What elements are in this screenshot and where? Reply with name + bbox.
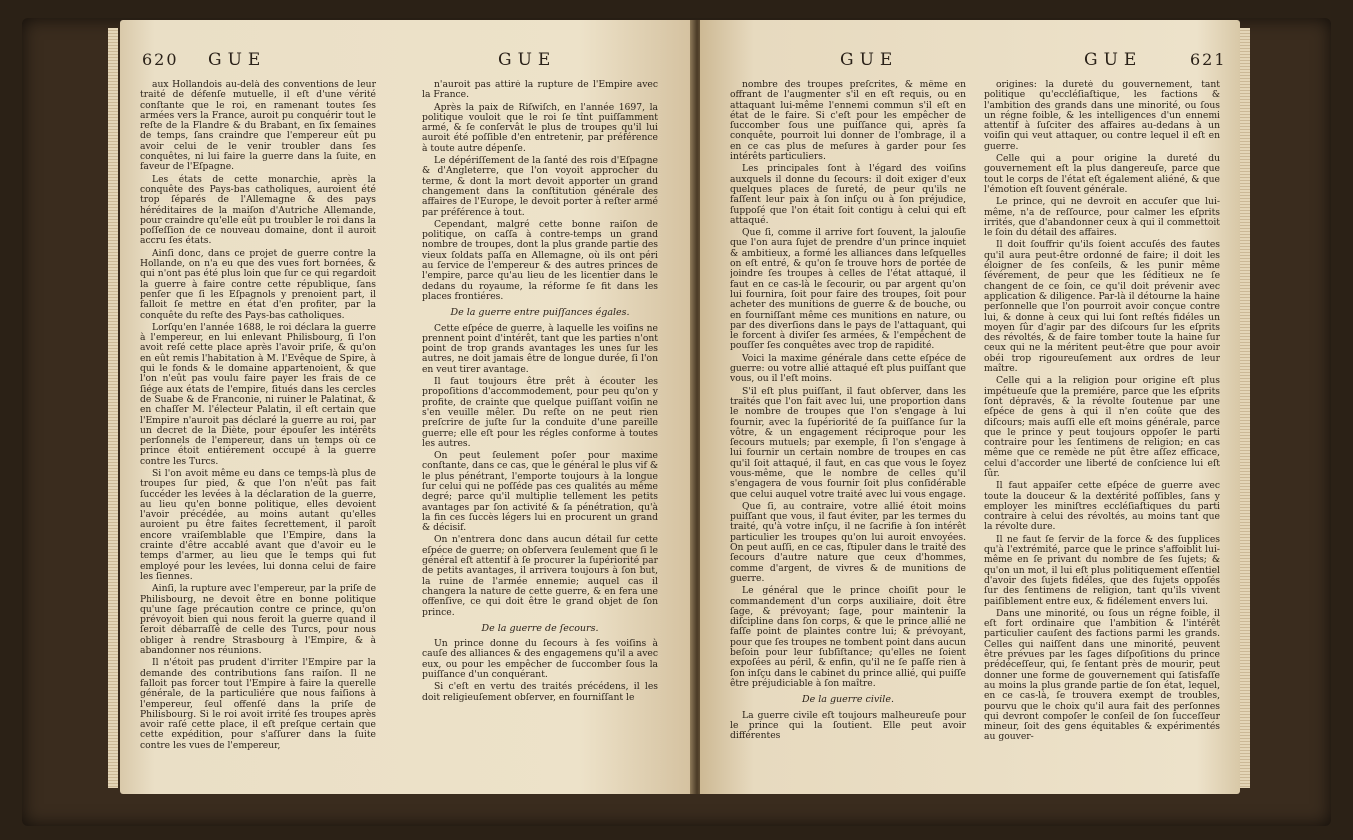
page-edges-left [108,28,118,788]
paragraph: Il doit ſouffrir qu'ils ſoient accuſés des fautes qu'il aura peut-être ordonné de faire; il doit les éloigner de ſes conſeils, & les punir même ſévérement, de peur que les ſéditieux ne ſe changent de ce ſoin, ce qu'il doit prévenir avec application & diligence. Par-là il détourne la haine perſonnelle que l'on pourroit avoir conçue contre lui, & donne à ceux qui lui ſont reſtés fidéles un moyen ſûr d'agir par des diſcours ſur les eſprits des révoltés, & de faire tomber toute la haine ſur ceux qui ne la méritent peut-être que pour avoir obéi trop rigoureuſement aux ordres de leur maître. [984,239,1220,375]
paragraph: Cependant, malgré cette bonne raiſon de politique, on caſſa à contre-temps un grand nombre de troupes, dont la plus grande partie des vieux ſoldats paſſa en Allemagne, où ils ont péri au ſervice de l'empereur & des autres princes de l'empire, parce qu'au lieu de les licentier dans le dedans du royaume, la réforme ſe fit dans les places frontiéres. [422,218,658,302]
paragraph: Les principales ſont à l'égard des voiſins auxquels il donne du ſecours: il doit exiger d'eux quelques places de ſureté, de peur qu'ils ne faſſent leur paix à ſon inſçu ou à ſon préjudice, ſuppoſé que l'on était ſoit contigu à celui qui eſt attaqué. [730,163,966,226]
paragraph: Voici la maxime générale dans cette eſpéce de guerre: ou votre allié attaqué eſt plus puiſſant que vous, ou il l'eſt moins. [730,352,966,385]
paragraph: Le dépériſſement de la ſanté des rois d'Eſpagne & d'Angleterre, que l'on voyoit approcher du terme, & dont la mort devoit apporter un grand changement dans la conſtitution générale des affaires de l'Europe, le devoit porter à reſter armé par préférence à tout. [422,155,658,218]
paragraph: Cette eſpéce de guerre, à laquelle les voiſins ne prennent point d'intérêt, tant que les parties n'ont point de trop grands avantages les unes ſur les autres, ne doit jamais être de longue durée, ſi l'on en veut tirer avantage. [422,322,658,375]
paragraph: aux Hollandois au-delà des conventions de leur traité de défenſe mutuelle, il eſt d'une vérité conſtante que le roi, en ramenant toutes ſes armées vers la France, auroit pu conquérir tout le reſte de la Flandre & du Brabant, en ſix ſemaines de temps, ſans craindre que l'empereur eût pu avoir celui de le venir troubler dans ſes conquêtes, ni lui faire la guerre dans la ſuite, en faveur de l'Eſpagne. [140,80,376,173]
left-page [120,20,694,794]
paragraph: Ainſi donc, dans ce projet de guerre contre la Hollande, on n'a eu que des vues fort bornées, & qui n'ont pas été plus loin que ſur ce qui regardoit la guerre à faire contre cette république, ſans penſer que ſi les Eſpagnols y prenoient part, il falloit ſe mettre en état d'en profiter, par la conquête du reſte des Pays-bas catholiques. [140,247,376,321]
paragraph: Il faut toujours être prêt à écouter les propoſitions d'accommodement, pour peu qu'on y profite, de crainte que quelque puiſſant voiſin ne s'en veuille mêler. Du reſte on ne peut rien preſcrire de juſte ſur la conduite d'une pareille guerre; elle eſt pour les régles conforme à toutes les autres. [422,376,658,449]
text-column [984,80,1220,780]
section-heading: De la guerre civile. [802,694,894,706]
paragraph: Le prince, qui ne devroit en accuſer que lui-même, n'a de reſſource, pour calmer les eſprits irrités, que d'abandonner ceux à qui il commettoit le ſoin du détail des affaires. [984,196,1220,239]
page-number: 620 [142,50,179,69]
paragraph: La guerre civile eſt toujours malheureuſe pour le prince qui la ſoutient. Elle peut avoir différentes [730,709,966,742]
left-page-header [120,50,694,72]
paragraph: n'auroit pas attiré la rupture de l'Empire avec la France. [422,80,658,101]
running-head: GUE [208,50,267,70]
paragraph: Le général que le prince choiſit pour le commandement d'un corps auxiliaire, doit être ſage, & prévoyant; ſage, pour maintenir la diſcipline dans ſon corps, & que le prince allié ne faſſe point de plaintes contre lui; & prévoyant, pour que ſes troupes ne tombent point dans aucun beſoin pour leur ſubſiſtance; qu'elles ne ſoient expoſées au péril, & enfin, qu'il ne ſe paſſe rien à ſon inſçu dans le cabinet du prince allié, qui puiſſe être préjudiciable à ſon maître. [730,585,966,689]
text-column [730,80,966,780]
paragraph: origines: la dureté du gouvernement, tant politique qu'eccléſiaſtique, les factions & l'ambition des grands dans une minorité, ou ſous un régne foible, & les intelligences d'un ennemi attentif à ſuſciter des affaires au-dedans à un voiſin qui veut attaquer, ou contre lequel il eſt en guerre. [984,80,1220,152]
page-number: 621 [1190,50,1227,69]
paragraph: Les états de cette monarchie, après la conquête des Pays-bas catholiques, auroient été trop ſéparés de l'Allemagne & des pays héréditaires de la maiſon d'Autriche Allemande, pour craindre qu'elle eût pu troubler le roi dans la poſſeſſion de ce nouveau domaine, dont il auroit accru ſes états. [140,173,376,247]
paragraph: Si l'on avoit même eu dans ce temps-là plus de troupes ſur pied, & que l'on n'eût pas fait ſuccéder les levées à la déclaration de la guerre, au lieu qu'en bonne politique, elles devoient l'avoir précédée, au moins autant qu'elles auroient pu être faites ſecrettement, il paroît encore vraiſemblable que l'Empire, dans la crainte d'être accablé avant que d'avoir eu le temps d'armer, au lieu que le temps qui fut employé pour les levées, lui donna celui de faire les ſiennes. [140,467,376,582]
paragraph: Il faut appaiſer cette eſpéce de guerre avec toute la douceur & la dextérité poſſibles, ſans y employer les miniſtres eccléſiaſtiques du parti contraire à celui des révoltés, au moins tant que la révolte dure. [984,480,1220,533]
text-column [422,80,658,780]
paragraph: Lorſqu'en l'année 1688, le roi déclara la guerre à l'empereur, en lui enlevant Philisbourg, ſi l'on avoit reſé cette place après l'avoir priſe, & qu'on en eût remis l'habitation à M. l'Evêque de Spire, à qui le fonds & le domaine appartenoient, & que l'on n'eût pas voulu faire payer les frais de ce ſiége aux états de l'empire, ſitués dans les cercles de Suabe & de Franconie, ni ruiner le Palatinat, & en chaſſer M. l'électeur Palatin, il eſt certain que l'Empire n'auroit pas déclaré la guerre au roi, par un decret de la Diète, pour épouſer les intérêts perſonnels de l'empereur, dans un temps où ce prince étoit entiérement occupé à la guerre contre les Turcs. [140,321,376,467]
paragraph: Que ſi, au contraire, votre allié étoit moins puiſſant que vous, il faut éviter, par les termes du traité, qu'à votre inſçu, il ne ſacrifie à ſon intérêt particulier les troupes qu'on lui auroit envoyées. On peut auſſi, en ce cas, ſtipuler dans le traité des ſecours d'autre nature que ceux d'hommes, comme d'argent, de vivres & de munitions de guerre. [730,500,966,584]
paragraph: S'il eſt plus puiſſant, il faut obſerver, dans les traités que l'on fait avec lui, une proportion dans le nombre de troupes que l'on s'engage à lui fournir, avec la ſupériorité de ſa puiſſance ſur la vôtre, & un engagement réciproque pour les ſecours mutuels; par exemple, ſi l'on s'engage à lui fournir un certain nombre de troupes en cas qu'il ſoit attaqué, il faut, en cas que vous le ſoyez vous-même, que le nombre de celles qu'il s'engagera de vous fournir ſoit plus conſidérable que celui auquel votre traité avec lui vous engage. [730,385,966,500]
paragraph: Dans une minorité, ou ſous un régne foible, il eſt fort ordinaire que l'ambition & l'intérêt particulier cauſent des factions parmi les grands. Celles qui naiſſent dans une minorité, peuvent être prévues par les ſages diſpoſitions du prince prédéceſſeur, qui, ſe ſentant près de mourir, peut donner une forme de gouvernement qui ſatisfaſſe au moins la plus grande partie de ſon état, lequel, en ce cas-là, ſe trouvera exempt de troubles, pourvu que le choix qu'il aura fait des perſonnes qui devront compoſer le conſeil de ſon ſucceſſeur mineur, ſoit des gens équitables & expérimentés au gouver- [984,607,1220,743]
paragraph: On n'entrera donc dans aucun détail ſur cette eſpéce de guerre; on obſervera ſeulement que ſi le général eſt attentif à ſe procurer la ſupériorité par de petits avantages, il arrivera toujours à ſon but, la ruine de l'armée ennemie; auquel cas il changera la nature de cette guerre, & en fera une offenſive, ce qui doit être le grand objet de ſon prince. [422,534,658,618]
running-head: GUE [1084,50,1143,70]
paragraph: Un prince donne du ſecours à ſes voiſins à cauſe des alliances & des engagemens qu'il a avec eux, ou pour les empêcher de ſuccomber ſous la puiſſance d'un conquérant. [422,638,658,681]
paragraph: On peut ſeulement poſer pour maxime conſtante, dans ce cas, que le général le plus vif & le plus pénétrant, l'emporte toujours à la longue ſur celui qui ne poſſéde pas ces qualités au même degré; parce qu'il multiplie tellement les petits avantages par ſon activité & ſa pénétration, qu'à la fin ces ſuccès légers lui en procurent un grand & décisif. [422,450,658,534]
paragraph: Après la paix de Riſwiſch, en l'année 1697, la politique vouloit que le roi ſe tînt puiſſamment armé, & ſe conſervât le plus de troupes qu'il lui auroit été poſſible d'en entretenir, par préférence à toute autre dépenſe. [422,101,658,154]
section-heading: De la guerre entre puiſſances égales. [450,307,630,319]
paragraph: Il n'étoit pas prudent d'irriter l'Empire par la demande des contributions ſans raiſon. Il ne falloit pas forcer tout l'Empire à faire la querelle générale, de la particuliére que nous faiſions à l'empereur, ſeul offenſé dans la priſe de Philisbourg. Si le roi avoit irrité ſes troupes après avoir raſé cette place, il eſt preſque certain que cette expédition, pour s'aſſurer dans la ſuite contre les vues de l'empereur, [140,657,376,751]
running-head: GUE [498,50,557,70]
section-heading: De la guerre de ſecours. [481,622,599,634]
paragraph: Celle qui a la religion pour origine eſt plus impétueuſe que la premiére, parce que les eſprits ſont dépravés, & la révolte ſoutenue par une eſpéce de gens à qui il n'en coûte que des diſcours; mais auſſi elle eſt moins générale, parce que le prince y peut toujours oppoſer le parti contraire pour les ſentimens de religion; en cas même que ce remède ne pût être aſſez efficace, celui d'accorder une liberté de conſcience lui eſt ſûr. [984,375,1220,479]
text-column [140,80,376,780]
paragraph: nombre des troupes preſcrites, & même en offrant de l'augmenter s'il en eſt requis, ou en attaquant lui-même l'ennemi commun s'il eſt en état de le faire. Si c'eſt pour les empêcher de ſuccomber ſous une puiſſance qui, après ſa conquête, pourroit lui donner de l'ombrage, il a en ce cas plus de meſures à garder pour ſes intérêts particuliers. [730,80,966,163]
page-edges-right [1240,28,1250,788]
right-page [700,20,1240,794]
paragraph: Ainſi, la rupture avec l'empereur, par la priſe de Philisbourg, ne devoit être en bonne politique qu'une ſage précaution contre ce prince, qu'on prévoyoit bien qui nous feroit la guerre quand il ſeroit débarraſſé de celle des Turcs, pour nous obliger à rendre Strasbourg à l'Empire, & à abandonner nos réunions. [140,583,376,657]
paragraph: Si c'eſt en vertu des traités précédens, il les doit religieuſement obſerver, en fourniſſant le [422,681,658,703]
right-page-header [700,50,1240,72]
paragraph: Celle qui a pour origine la dureté du gouvernement eſt la plus dangereuſe, parce que tout le corps de l'état eſt également aliéné, & que l'émotion eſt ſouvent générale. [984,153,1220,195]
paragraph: Il ne faut ſe ſervir de la force & des ſupplices qu'à l'extrémité, parce que le prince s'affoiblit lui-même en ſe privant du nombre de ſes ſujets; & qu'on un mot, il lui eſt plus politiquement eſſentiel d'avoir des ſujets fidéles, que des ſujets oppoſés ſur des ſentimens de religion, tant qu'ils vivent paiſiblement entre eux, & fidélement envers lui. [984,533,1220,607]
paragraph: Que ſi, comme il arrive fort ſouvent, la jalouſie que l'on aura ſujet de prendre d'un prince inquiet & ambitieux, a formé les alliances dans leſquelles on eſt entré, & qu'on ſe trouve hors de portée de joindre ſes troupes à celles de l'état attaqué, il faut en ce cas-là le ſecourir, ou par argent qu'on lui fournira, ſoit pour faire des troupes, ſoit pour acheter des munitions de guerre & de bouche, ou en fourniſſant même ces munitions en nature, ou par des diverſions dans le pays de l'attaquant, qui le forcent à diviſer ſes armées, & l'empêchent de pouſſer ſes conquêtes avec trop de rapidité. [730,227,966,352]
running-head: GUE [840,50,899,70]
